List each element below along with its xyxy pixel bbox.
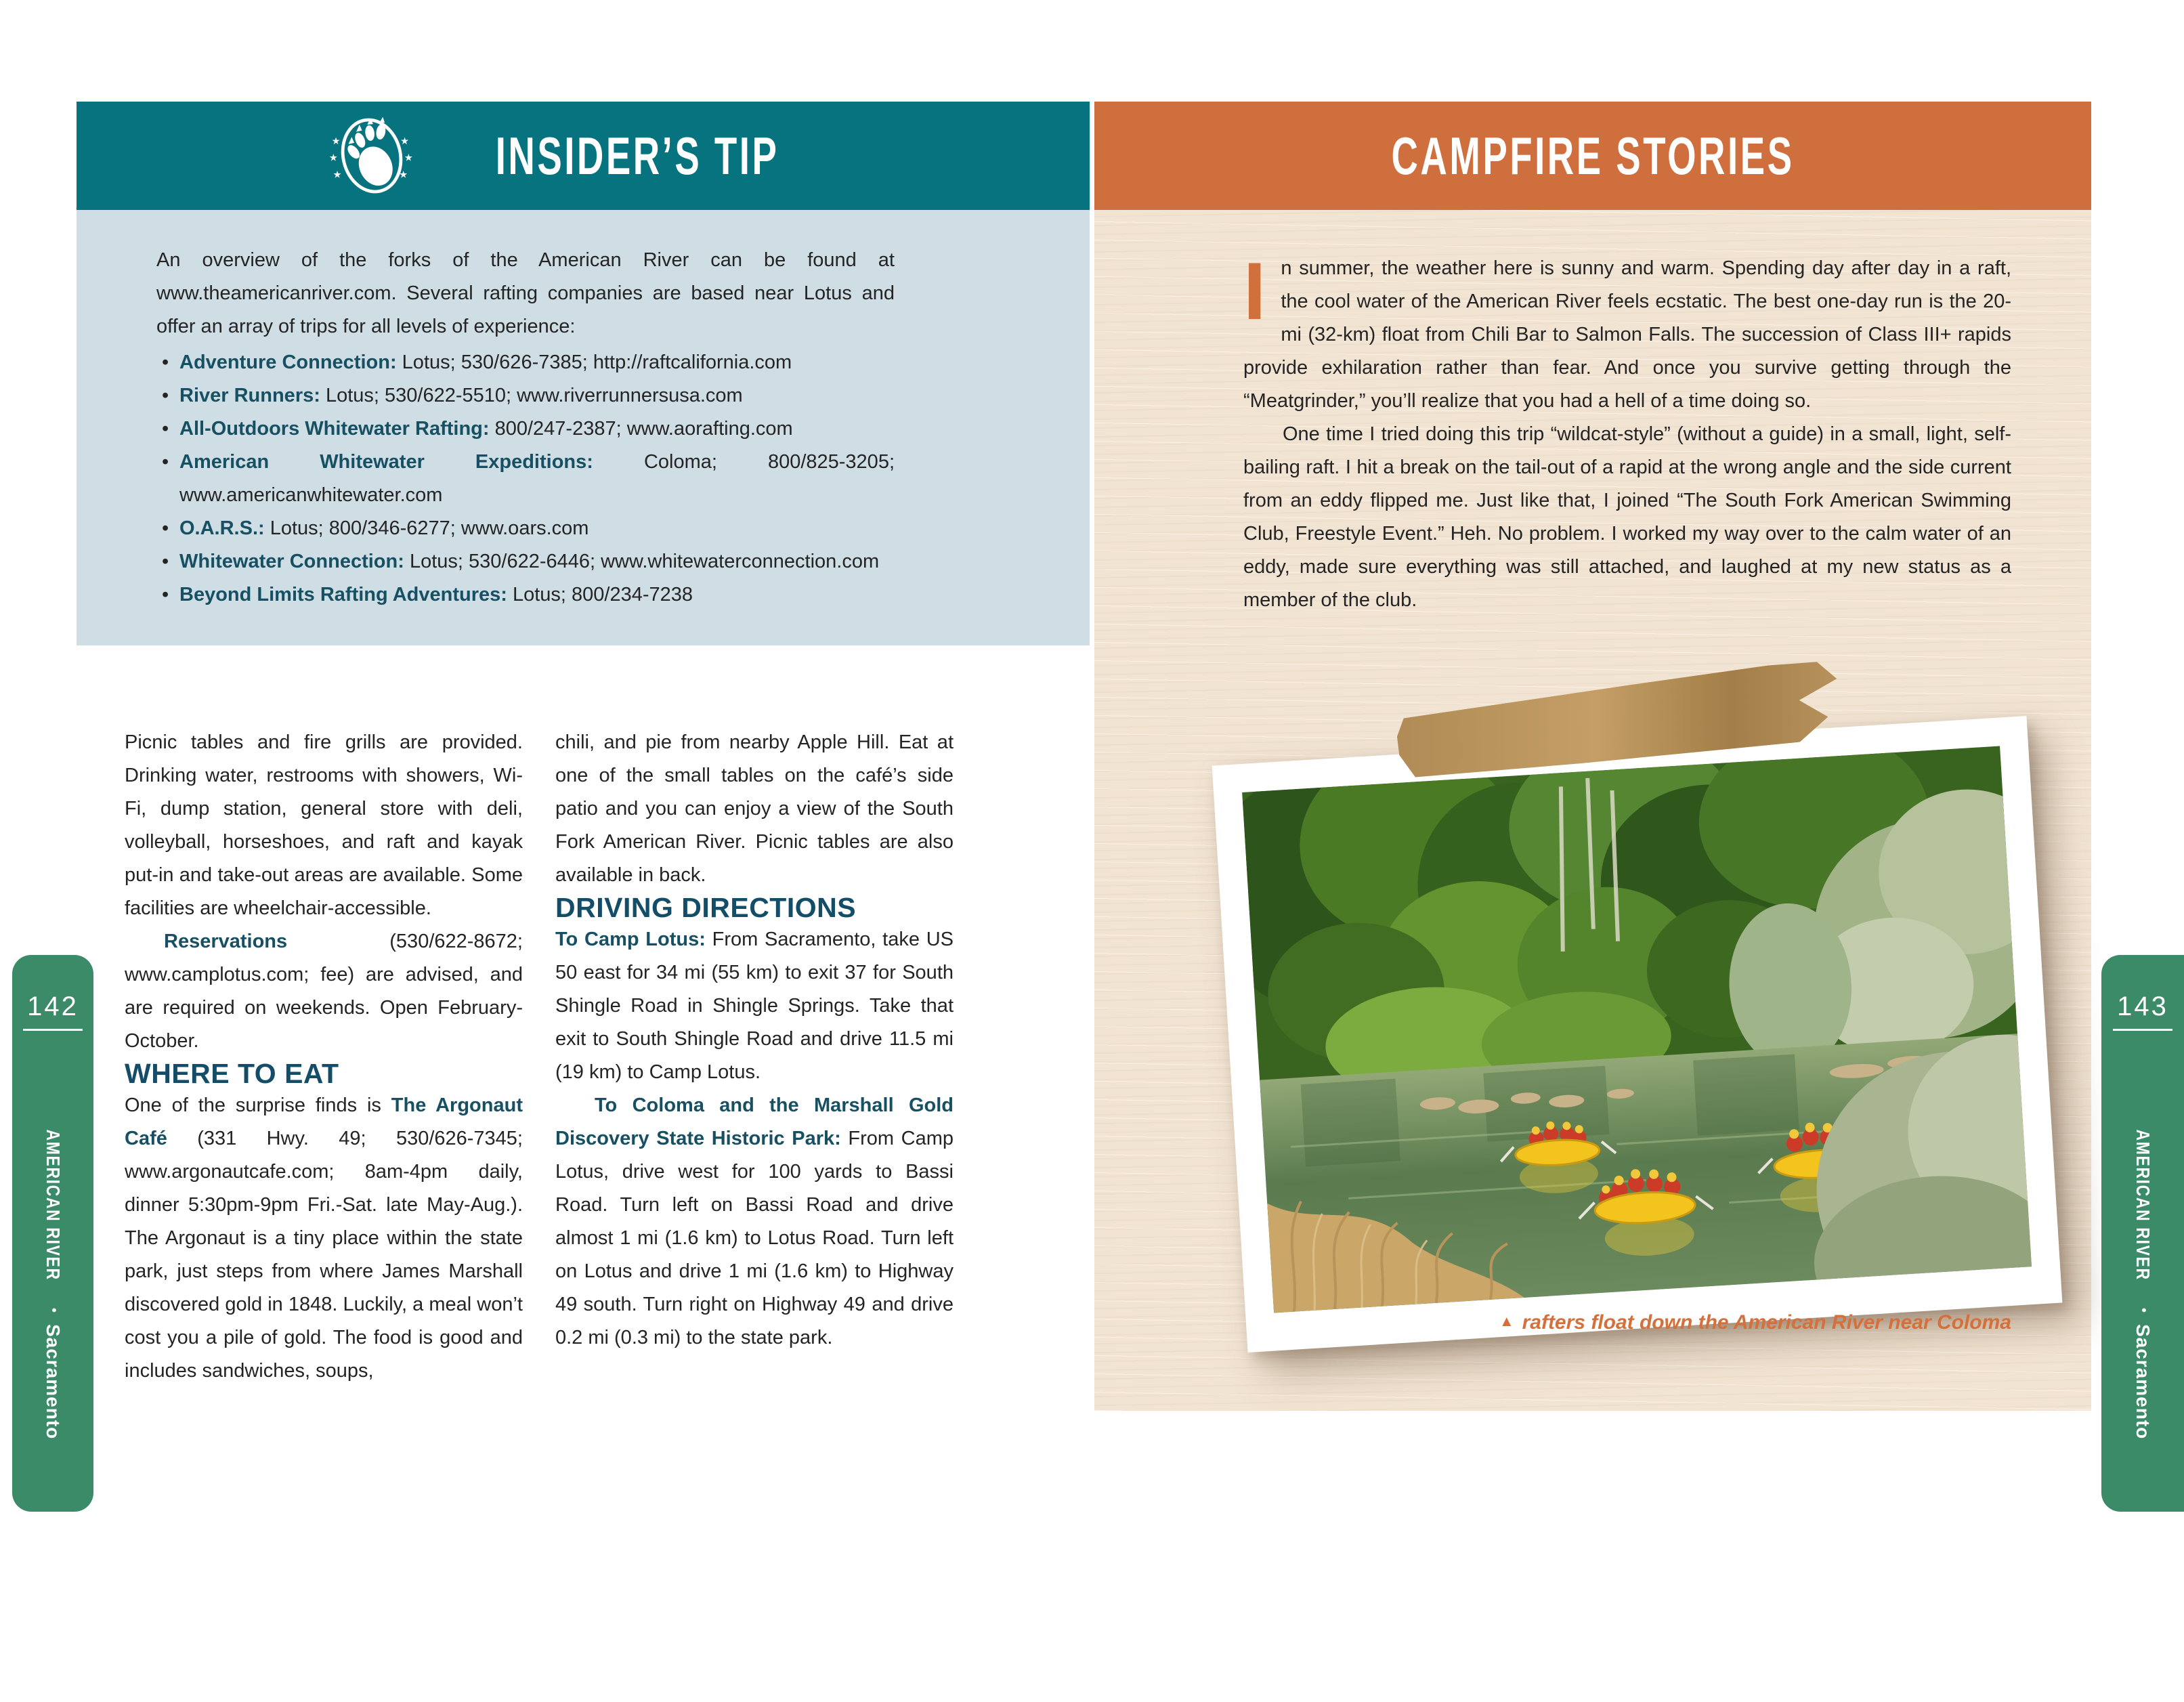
middle-text-column bbox=[555, 726, 954, 1355]
bear-paw-icon bbox=[326, 110, 417, 201]
company-name: American Whitewater Expeditions: bbox=[179, 451, 593, 473]
rafting-company-item bbox=[156, 379, 895, 412]
campfire-stories-title: CAMPFIRE STORIES bbox=[1391, 125, 1795, 186]
rafting-company-item bbox=[156, 578, 895, 612]
company-name: Beyond Limits Rafting Adventures: bbox=[179, 584, 507, 605]
story-paragraph-2: One time I tried doing this trip “wildcat-style” (without a guide) in a small, light, self-bailing raft. I hit a break on the tail-out of a rapid at the wrong angle and the side current from an eddy flipped me. Just like that, I joined “The South Fork American Swimming Club, Freestyle Event.” Heh. No problem. I worked my way over to the calm water of an eddy, made sure everything was still attached, and laughed at my new status as a member of the club. bbox=[1243, 423, 2011, 611]
right-page-tab bbox=[2101, 955, 2184, 1512]
campfire-stories-header bbox=[1094, 102, 2091, 210]
coloma-directions-paragraph bbox=[555, 1089, 954, 1355]
insiders-tip-box bbox=[77, 102, 1090, 645]
company-name: Adventure Connection: bbox=[179, 352, 397, 373]
separator-dot: • bbox=[46, 1307, 61, 1313]
subregion-label: Sacramento bbox=[2133, 1323, 2154, 1440]
left-page-number: 142 bbox=[23, 992, 83, 1031]
rafting-company-item bbox=[156, 446, 895, 512]
eat-rest: (331 Hwy. 49; 530/626-7345; www.argonautcafe.com; 8am-4pm daily, dinner 5:30pm-9pm Fri.-Sat. late May-Aug.). The Argonaut is a tiny place within the state park, just steps from where James Marshall discovered gold in 1848. Luckily, a meal won’t cost you a pile of gold. The food is good and includes sandwiches, soups, bbox=[125, 1128, 523, 1382]
rafting-company-item bbox=[156, 512, 895, 545]
camping-amenities-paragraph: Picnic tables and fire grills are provided. Drinking water, restrooms with showers, Wi-Fi, dump station, general store with deli, volleyball, horseshoes, and raft and kayak put-in and take-out areas are available. Some facilities are wheelchair-accessible. bbox=[125, 731, 523, 919]
rafting-company-list bbox=[156, 346, 895, 612]
rafting-company-item bbox=[156, 412, 895, 446]
rafters-photo-image bbox=[1242, 746, 2032, 1313]
camp-lotus-directions-paragraph bbox=[555, 923, 954, 1089]
camp-lotus-lead: To Camp Lotus: bbox=[555, 929, 706, 950]
where-to-eat-heading: WHERE TO EAT bbox=[125, 1058, 339, 1089]
svg-text:★: ★ bbox=[333, 169, 342, 181]
coloma-rest: From Camp Lotus, drive west for 100 yards to Bassi Road. Turn left on Bassi Road and drive almost 1 mi (1.6 km) to Lotus Road. Turn left on Lotus and drive 1 mi (1.6 km) to Highway 49 south. Turn right on Highway 49 and drive 0.2 mi (0.3 mi) to the state park. bbox=[555, 1128, 954, 1348]
driving-directions-heading: DRIVING DIRECTIONS bbox=[555, 892, 857, 923]
photo-caption bbox=[1151, 1311, 2011, 1334]
river-photo-illustration bbox=[1242, 746, 2032, 1313]
svg-text:★: ★ bbox=[331, 135, 341, 147]
right-page-number: 143 bbox=[2113, 992, 2172, 1031]
company-info: Coloma; 800/825-3205; www.americanwhitewater.com bbox=[179, 451, 895, 506]
caption-text: rafters float down the American River near Coloma bbox=[1522, 1311, 2011, 1334]
subregion-label: Sacramento bbox=[43, 1323, 64, 1440]
separator-dot: • bbox=[2136, 1307, 2151, 1313]
insiders-tip-title: INSIDER’S TIP bbox=[495, 125, 779, 186]
camp-lotus-rest: From Sacramento, take US 50 east for 34 mi (55 km) to exit 37 for South Shingle Road in Shingle Springs. Take that exit to South Shingle Road and drive 11.5 mi (19 km) to Camp Lotus. bbox=[555, 929, 954, 1083]
company-name: Whitewater Connection: bbox=[179, 551, 404, 572]
eat-pre: One of the surprise finds is bbox=[125, 1094, 391, 1116]
reservations-rest: (530/622-8672; www.camplotus.com; fee) are advised, and are required on weekends. Open February-October. bbox=[125, 931, 523, 1052]
rafters-photo bbox=[1212, 716, 2063, 1353]
cafe-patio-paragraph: chili, and pie from nearby Apple Hill. Eat at one of the small tables on the café’s side patio and you can enjoy a view of the South Fork American River. Picnic tables are also available in back. bbox=[555, 731, 954, 886]
reservations-lead: Reservations bbox=[164, 931, 288, 952]
drop-cap: I bbox=[1243, 246, 1266, 337]
rafting-company-item bbox=[156, 545, 895, 578]
insiders-tip-body bbox=[77, 210, 1090, 645]
right-tab-label bbox=[2132, 1052, 2154, 1499]
svg-text:★: ★ bbox=[399, 169, 408, 181]
insiders-tip-header bbox=[77, 102, 1090, 210]
company-name: O.A.R.S.: bbox=[179, 517, 265, 539]
reservations-paragraph bbox=[125, 925, 523, 1058]
rafting-company-item bbox=[156, 346, 895, 379]
svg-text:★: ★ bbox=[400, 135, 409, 147]
company-name: All-Outdoors Whitewater Rafting: bbox=[179, 418, 490, 440]
argonaut-cafe-paragraph bbox=[125, 1089, 523, 1388]
argonaut-cafe-name: The Argonaut Café bbox=[125, 1094, 523, 1149]
company-info: Lotus; 530/622-6446; www.whitewaterconnection.com bbox=[404, 551, 880, 572]
story-paragraph-1 bbox=[1243, 246, 2011, 418]
left-text-column bbox=[125, 726, 523, 1388]
svg-text:★: ★ bbox=[404, 152, 413, 164]
left-tab-label bbox=[42, 1052, 64, 1499]
story-para1-text: n summer, the weather here is sunny and warm. Spending day after day in a raft, the cool water of the American River feels ecstatic. The best one-day run is the 20-mi (32-km) float from Chili Bar to Salmon Falls. The succession of Class III+ rapids provide exhilaration rather than fear. And once you survive getting through the “Meatgrinder,” you’ll realize that you had a hell of a time doing so. bbox=[1243, 257, 2011, 412]
region-label: AMERICAN RIVER bbox=[2133, 1129, 2154, 1281]
company-info: Lotus; 530/622-5510; www.riverrunnersusa.com bbox=[320, 385, 743, 406]
coloma-lead: To Coloma and the Marshall Gold Discovery State Historic Park: bbox=[555, 1094, 954, 1149]
region-label: AMERICAN RIVER bbox=[43, 1129, 64, 1281]
company-info: Lotus; 800/234-7238 bbox=[507, 584, 693, 605]
caption-triangle-icon: ▲ bbox=[1499, 1313, 1514, 1329]
company-info: Lotus; 800/346-6277; www.oars.com bbox=[264, 517, 589, 539]
left-page-tab bbox=[12, 955, 93, 1512]
company-info: Lotus; 530/626-7385; http://raftcalifornia.com bbox=[396, 352, 792, 373]
svg-text:★: ★ bbox=[328, 152, 338, 164]
company-name: River Runners: bbox=[179, 385, 320, 406]
tip-intro-paragraph: An overview of the forks of the American River can be found at www.theamericanriver.com. Several rafting companies are based near Lotus and offer an array of trips for all levels of experience: bbox=[156, 249, 895, 337]
campfire-story-text bbox=[1243, 246, 2011, 617]
company-info: 800/247-2387; www.aorafting.com bbox=[489, 418, 793, 440]
